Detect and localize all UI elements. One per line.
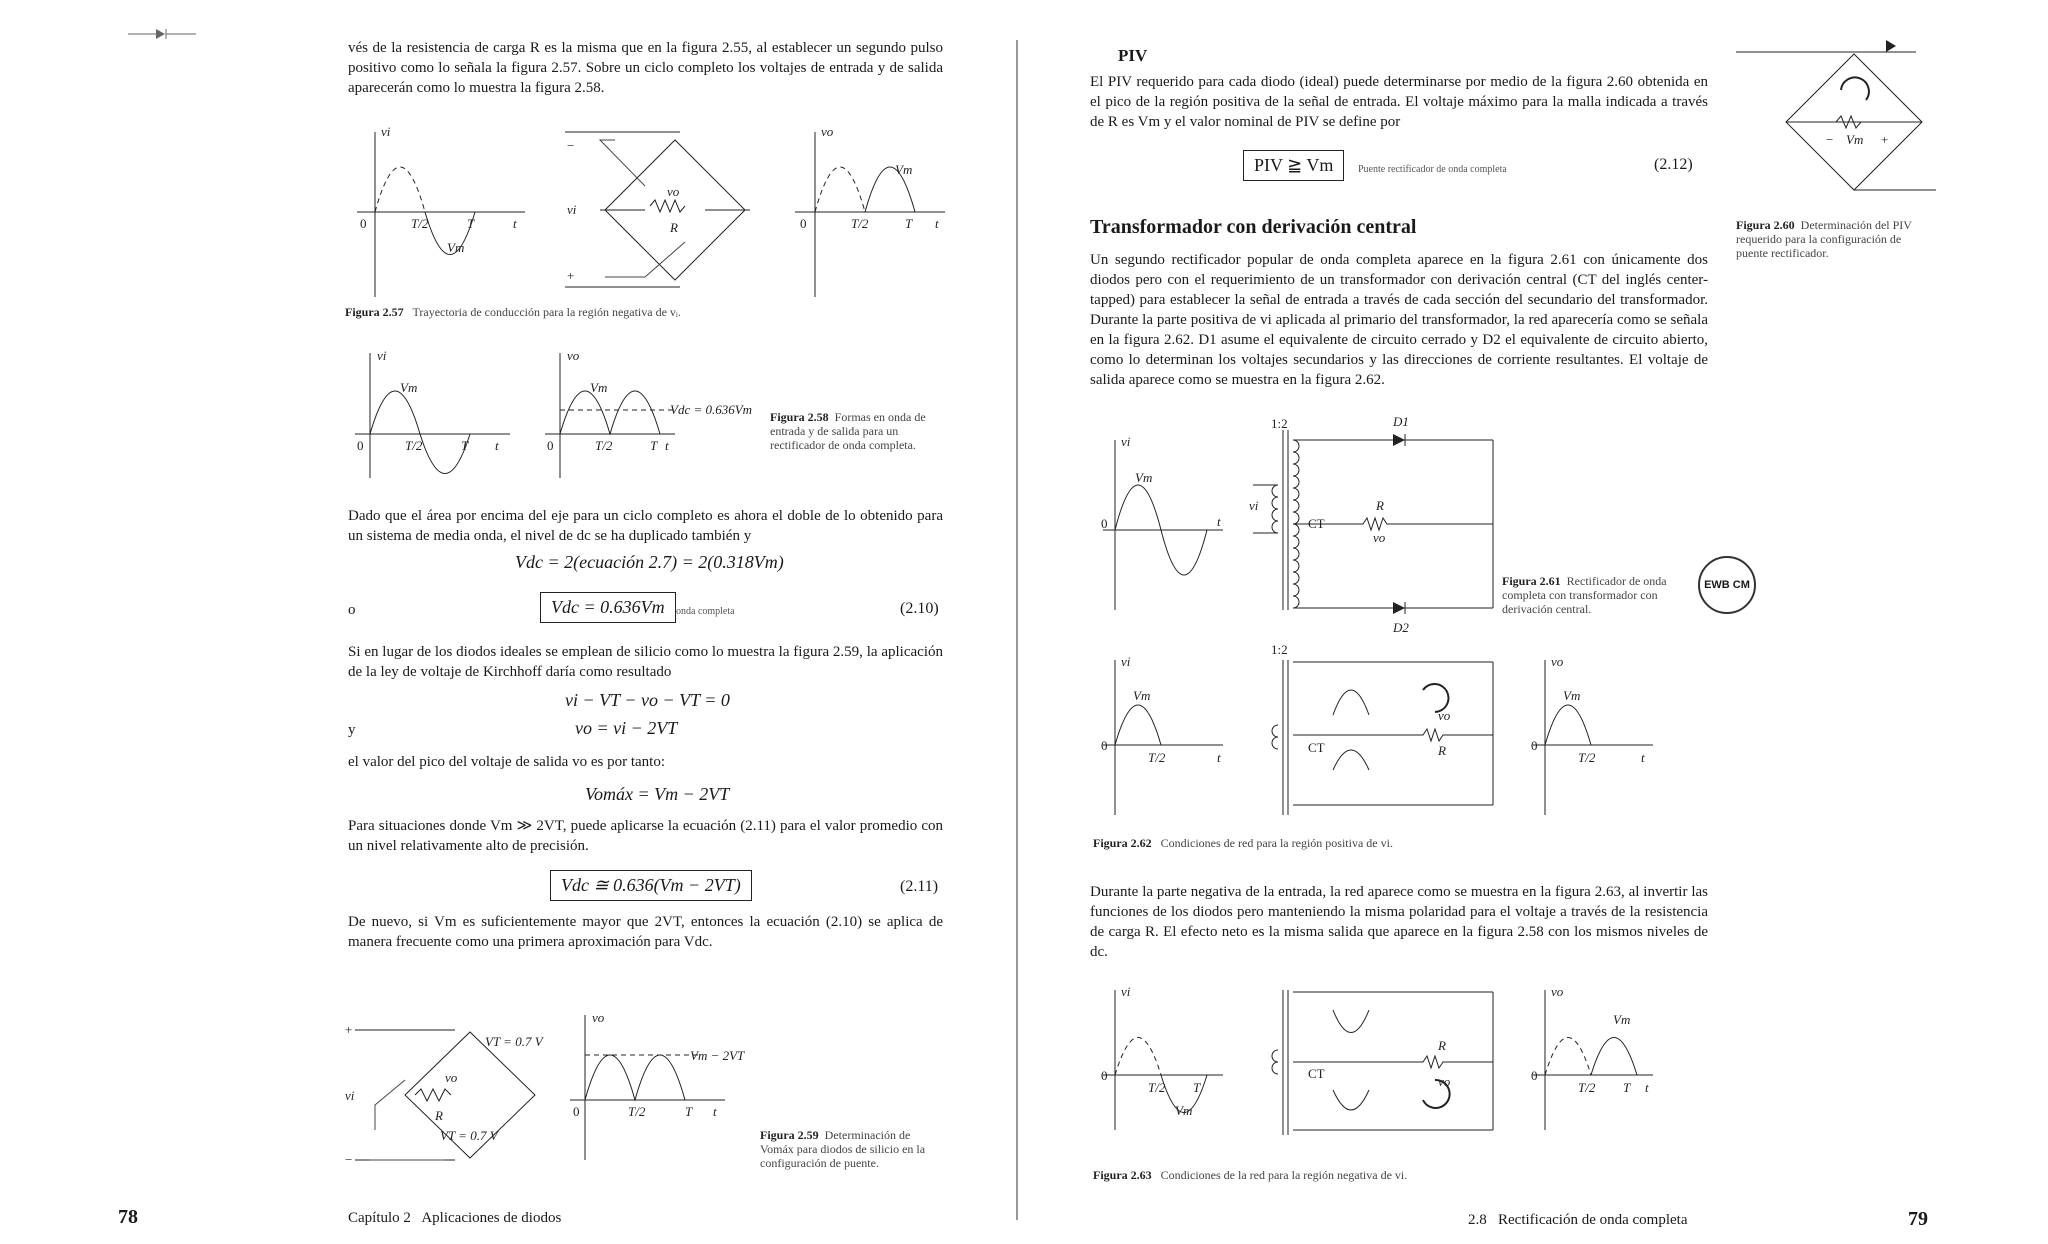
- fig259-output-plot: [570, 1010, 745, 1160]
- eq-2-12-box: PIV ≧ Vm: [1243, 150, 1344, 181]
- fig261-transformer: [1253, 430, 1493, 610]
- fig258-vi: vi: [377, 348, 387, 363]
- fig257-R-label: R: [670, 220, 678, 235]
- eq-2-11-box: Vdc ≅ 0.636(Vm − 2VT): [550, 870, 752, 901]
- fig261-ratio: 1:2: [1271, 416, 1288, 431]
- fig257-vo-label: vo: [667, 184, 680, 199]
- fig257-input-plot: [357, 124, 525, 297]
- ewb-cm-badge[interactable]: [1698, 556, 1756, 614]
- fig260-minus: −: [1826, 132, 1834, 147]
- ewb-cm-label: EWB CM: [1704, 579, 1750, 591]
- eq-2-12-number: (2.12): [1654, 156, 1693, 173]
- fig262-zero: 0: [1101, 738, 1108, 753]
- fig259-vm2vt: Vm − 2VT: [690, 1048, 745, 1063]
- diode-icon: [128, 28, 198, 40]
- eq-2-12-note: Puente rectificador de onda completa: [1358, 164, 1507, 175]
- fig261-t: t: [1217, 514, 1221, 529]
- figure-2-57: [345, 122, 945, 297]
- fig257-out-zero: 0: [800, 216, 807, 231]
- fig263-caption-label: Figura 2.63: [1093, 1168, 1152, 1182]
- fig259-vi: vi: [345, 1088, 355, 1103]
- fig261-input-plot: [1101, 434, 1223, 610]
- fig257-plus: +: [567, 268, 575, 283]
- figure-2-58: [345, 348, 765, 478]
- fig259-vt-bottom: VT = 0.7 V: [440, 1128, 498, 1143]
- eq-2-10-note: onda completa: [676, 606, 735, 617]
- fig262-caption-label: Figura 2.62: [1093, 836, 1152, 850]
- fig259-caption-label: Figura 2.59: [760, 1128, 819, 1142]
- fig257-out-T: T: [905, 216, 913, 231]
- right-page: [1018, 0, 2048, 1244]
- area-paragraph: Dado que el área por encima del eje para un ciclo completo es ahora el doble de lo obtenido para un sistema de media onda, el nivel de dc se ha duplicado también y: [348, 508, 943, 544]
- figure-2-61: [1093, 410, 1513, 635]
- fig259-vt-top: VT = 0.7 V: [485, 1034, 543, 1049]
- silicio-paragraph: Si en lugar de los diodos ideales se emplean de silicio como lo muestra la figura 2.59, la aplicación de la ley de voltaje de Kirchhoff daría como resultado: [348, 644, 943, 680]
- fig258-out-T: T: [650, 438, 658, 453]
- fig262-out-vm: Vm: [1563, 688, 1581, 703]
- fig261-caption: [1502, 574, 1672, 616]
- fig263-out-t2: T/2: [1578, 1080, 1596, 1095]
- fig262-CT: CT: [1308, 740, 1325, 755]
- fig257-out-vo: vo: [821, 124, 834, 139]
- right-page-number: 79: [1908, 1208, 1928, 1230]
- fig263-out-zero: 0: [1531, 1068, 1538, 1083]
- fig258-caption-text: Formas en onda de entrada y de salida para un rectificador de onda completa.: [770, 410, 926, 452]
- ct-heading: Transformador con derivación central: [1090, 216, 1417, 238]
- fig258-vm: Vm: [400, 380, 418, 395]
- fig259-t2: T/2: [628, 1104, 646, 1119]
- eq-vomax: Vomáx = Vm − 2VT: [585, 784, 730, 804]
- fig258-out-t2: T/2: [595, 438, 613, 453]
- fig257-out-vm: Vm: [895, 162, 913, 177]
- fig258-out-zero: 0: [547, 438, 554, 453]
- piv-heading: PIV: [1118, 46, 1148, 65]
- fig263-R: R: [1438, 1038, 1446, 1053]
- fig261-caption-text: Rectificador de onda completa con transformador con derivación central.: [1502, 574, 1667, 616]
- fig262-vm: Vm: [1133, 688, 1151, 703]
- situaciones-paragraph: Para situaciones donde Vm ≫ 2VT, puede aplicarse la ecuación (2.11) para el valor promedio con un nivel relativamente alto de precisión.: [348, 818, 943, 854]
- ct-paragraph-2: Durante la parte negativa de la entrada, la red aparece como se muestra en la figura 2.63, al invertir las funciones de los diodos pero manteniendo la misma polaridad para el voltaje a través de la resistencia de carga R. El efecto neto es la misma salida que aparece en la figura 2.58 con los mismos niveles de dc.: [1090, 884, 1708, 960]
- figure-2-62: [1093, 640, 1653, 820]
- fig257-caption-text: Trayectoria de conducción para la región negativa de vᵢ.: [412, 305, 681, 319]
- ct-paragraph-1: Un segundo rectificador popular de onda completa aparece en la figura 2.61 con únicamente dos diodos pero con el requerimiento de un transformador con derivación central (CT del inglés center-tapped) para establecer la señal de entrada a través de cada sección del secundario del transformador. Durante la parte positiva de vi aplicada al primario del transformador, la red aparecería como se señala en la figura 2.62. D1 asume el equivalente de circuito cerrado y D2 el equivalente de circuito abierto, como lo determinan los voltajes secundarios y las direcciones de corriente resultantes. El voltaje de salida aparece como se muestra en la figura 2.62.: [1090, 252, 1708, 388]
- fig262-R: R: [1438, 743, 1446, 758]
- fig258-zero: 0: [357, 438, 364, 453]
- fig257-caption: [345, 305, 945, 319]
- fig260-caption-label: Figura 2.60: [1736, 218, 1795, 232]
- fig263-out-vm: Vm: [1613, 1012, 1631, 1027]
- fig257-vi-mid: vi: [567, 202, 577, 217]
- fig257-t2-label: T/2: [411, 216, 429, 231]
- figure-2-59: [345, 1010, 745, 1170]
- fig257-T-label: T: [467, 216, 475, 231]
- fig258-input-plot: [355, 348, 510, 478]
- eq-vdc-expand: Vdc = 2(ecuación 2.7) = 2(0.318Vm): [515, 552, 784, 572]
- fig262-output-plot: [1531, 654, 1653, 815]
- fig257-output-plot: [795, 124, 945, 297]
- fig262-t2: T/2: [1148, 750, 1166, 765]
- left-footer: Capítulo 2 Aplicaciones de diodos: [348, 1210, 562, 1226]
- fig257-out-t2: T/2: [851, 216, 869, 231]
- fig259-plus: +: [345, 1022, 353, 1037]
- fig260-caption-text: Determinación del PIV requerido para la configuración de puente rectificador.: [1736, 218, 1912, 260]
- fig259-R: R: [435, 1108, 443, 1123]
- fig261-vi-left: vi: [1249, 498, 1259, 513]
- fig263-vo: vo: [1438, 1074, 1451, 1089]
- fig259-T: T: [685, 1104, 693, 1119]
- fig257-vm-label: Vm: [447, 240, 465, 255]
- fig261-CT: CT: [1308, 516, 1325, 531]
- figure-2-60: [1736, 32, 1936, 202]
- fig258-caption-label: Figura 2.58: [770, 410, 829, 424]
- fig263-caption: [1093, 1168, 1693, 1182]
- eq-2-11-number: (2.11): [900, 878, 939, 895]
- intro-paragraph: vés de la resistencia de carga R es la misma que en la figura 2.55, al establecer un segundo pulso positivo como lo señala la figura 2.57. Sobre un ciclo completo los voltajes de entrada y de salida aparecerán como lo muestra la figura 2.58.: [348, 40, 943, 96]
- fig258-out-vm: Vm: [590, 380, 608, 395]
- fig263-zero: 0: [1101, 1068, 1108, 1083]
- fig259-caption-text: Determinación de Vomáx para diodos de silicio en la configuración de puente.: [760, 1128, 926, 1170]
- fig261-vm: Vm: [1135, 470, 1153, 485]
- figure-2-63: [1093, 980, 1653, 1140]
- fig262-out-vo: vo: [1551, 654, 1564, 669]
- fig257-t-label: t: [513, 216, 517, 231]
- fig263-vi: vi: [1121, 984, 1131, 999]
- eq-vo: vo = vi − 2VT: [575, 718, 678, 738]
- fig262-caption: [1093, 836, 1693, 850]
- eq-y-label: y: [348, 722, 356, 738]
- fig263-CT: CT: [1308, 1066, 1325, 1081]
- eq-2-10-number: (2.10): [900, 600, 939, 617]
- fig259-t: t: [713, 1104, 717, 1119]
- fig261-D2: D2: [1393, 620, 1409, 635]
- fig263-t2: T/2: [1148, 1080, 1166, 1095]
- fig259-zero: 0: [573, 1104, 580, 1119]
- fig258-t: t: [495, 438, 499, 453]
- pico-paragraph: el valor del pico del voltaje de salida vo es por tanto:: [348, 754, 665, 770]
- fig262-vi: vi: [1121, 654, 1131, 669]
- fig261-R: R: [1376, 498, 1384, 513]
- fig257-vi-label: vi: [381, 124, 391, 139]
- eq-kvl: vi − VT − vo − VT = 0: [565, 690, 730, 710]
- fig259-vo: vo: [445, 1070, 458, 1085]
- fig263-T: T: [1193, 1080, 1201, 1095]
- fig259-caption: [760, 1128, 945, 1170]
- fig262-t: t: [1217, 750, 1221, 765]
- fig263-out-t: t: [1645, 1080, 1649, 1095]
- fig262-out-zero: 0: [1531, 738, 1538, 753]
- right-footer: 2.8 Rectificación de onda completa: [1468, 1212, 1688, 1228]
- fig258-caption: [770, 410, 940, 452]
- fig262-out-t2: T/2: [1578, 750, 1596, 765]
- fig261-vi: vi: [1121, 434, 1131, 449]
- piv-paragraph: El PIV requerido para cada diodo (ideal) puede determinarse por medio de la figura 2.60 obtenida en el pico de la región positiva de la señal de entrada. El voltaje máximo para la malla indicada a través de R es Vm y el valor nominal de PIV se define por: [1090, 74, 1708, 130]
- fig258-vdc: Vdc = 0.636Vm: [670, 402, 753, 417]
- fig261-D1: D1: [1393, 414, 1409, 429]
- fig263-output-plot: [1531, 984, 1653, 1130]
- fig258-vo: vo: [567, 348, 580, 363]
- denuevo-paragraph: De nuevo, si Vm es suficientemente mayor que 2VT, entonces la ecuación (2.10) se aplica de manera frecuente como una primera aproximación para Vdc.: [348, 914, 943, 950]
- fig258-out-t: t: [665, 438, 669, 453]
- fig263-out-T: T: [1623, 1080, 1631, 1095]
- fig262-out-t: t: [1641, 750, 1645, 765]
- fig257-zero-label: 0: [360, 216, 367, 231]
- fig263-input-plot: [1101, 984, 1223, 1130]
- fig257-caption-label: Figura 2.57: [345, 305, 404, 319]
- fig262-input-plot: [1101, 654, 1223, 815]
- fig263-out-vo: vo: [1551, 984, 1564, 999]
- fig259-out-vo: vo: [592, 1010, 605, 1025]
- fig258-output-plot: [545, 348, 752, 478]
- fig261-zero: 0: [1101, 516, 1108, 531]
- fig258-T: T: [461, 438, 469, 453]
- fig261-vo: vo: [1373, 530, 1386, 545]
- eq-o-label: o: [348, 602, 356, 618]
- left-page-number: 78: [118, 1206, 138, 1228]
- fig257-minus: −: [567, 138, 575, 153]
- fig262-caption-text: Condiciones de red para la región positiva de vi.: [1160, 836, 1393, 850]
- fig263-caption-text: Condiciones de la red para la región negativa de vi.: [1160, 1168, 1408, 1182]
- fig260-plus: +: [1881, 132, 1889, 147]
- fig258-t2: T/2: [405, 438, 423, 453]
- left-page: [0, 0, 1016, 1244]
- fig260-caption: [1736, 218, 1936, 260]
- eq-2-10-box: Vdc = 0.636Vm: [540, 592, 676, 623]
- fig260-vm: Vm: [1846, 132, 1864, 147]
- fig262-ratio: 1:2: [1271, 642, 1288, 657]
- fig259-minus: −: [345, 1152, 353, 1167]
- fig262-vo: vo: [1438, 708, 1451, 723]
- fig263-vm: Vm: [1175, 1103, 1193, 1118]
- fig257-out-t: t: [935, 216, 939, 231]
- fig261-caption-label: Figura 2.61: [1502, 574, 1561, 588]
- fig257-bridge: [565, 132, 750, 287]
